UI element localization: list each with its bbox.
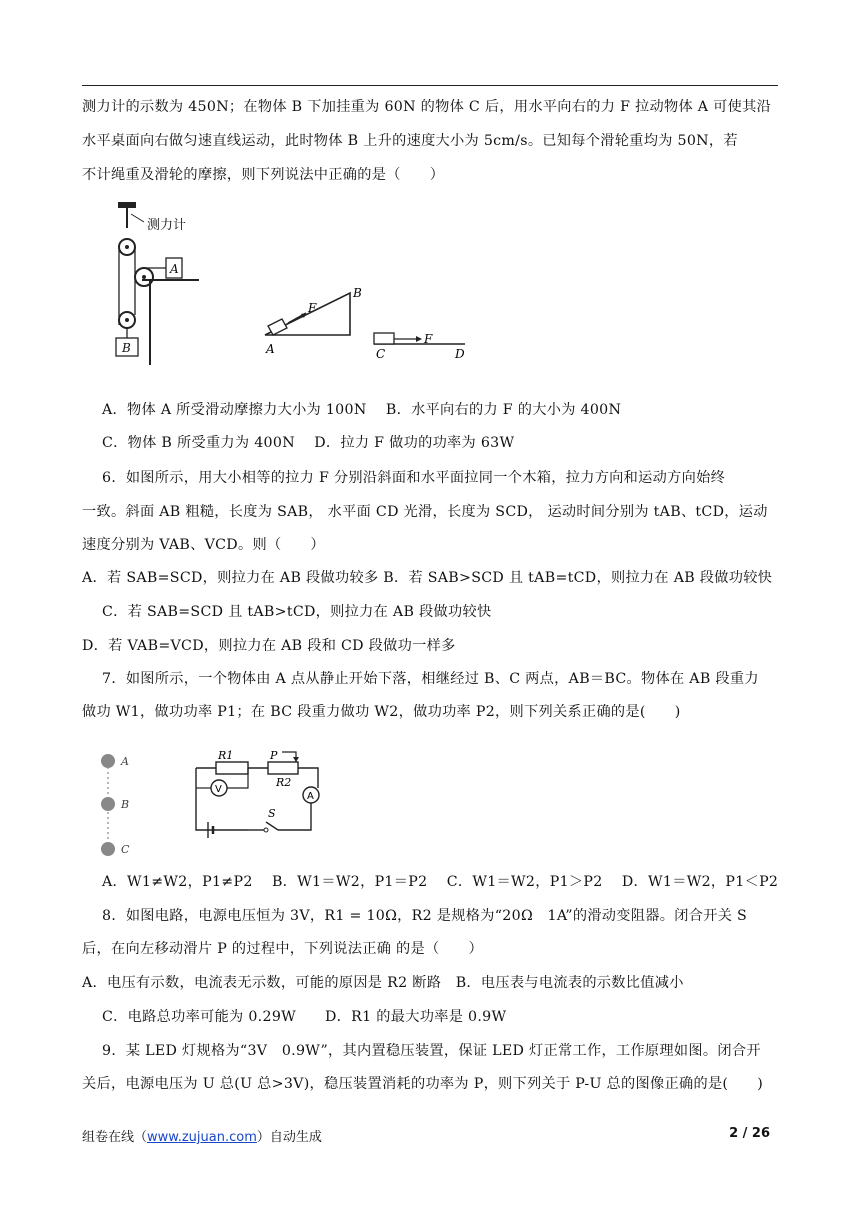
option-line: D．若 VAB=VCD，则拉力在 AB 段和 CD 段做功一样多 — [82, 638, 456, 654]
incline-figure — [260, 285, 475, 360]
question-line: 速度分别为 VAB、VCD。则（ ） — [82, 537, 325, 553]
meter-label: 测力计 — [147, 218, 187, 233]
header-rule — [82, 85, 778, 86]
switch-label: S — [268, 807, 276, 820]
text-line: 不计绳重及滑轮的摩擦，则下列说法中正确的是（ ） — [82, 167, 445, 183]
r1-label: R1 — [218, 749, 234, 762]
option-line: A．若 SAB=SCD，则拉力在 AB 段做功较多 B．若 SAB>SCD 且 tAB=tCD，则拉力在 AB 段做功较快 — [82, 570, 773, 586]
question-line: 8．如图电路，电源电压恒为 3V，R1 = 10Ω，R2 是规格为“20Ω 1A”的滑动变阻器。闭合开关 S — [102, 908, 748, 924]
r2-label: R2 — [276, 776, 292, 789]
p-label: P — [270, 749, 278, 762]
point-label: A — [121, 755, 129, 768]
option-line: C．若 SAB=SCD 且 tAB>tCD，则拉力在 AB 段做功较快 — [102, 604, 492, 620]
circuit-figure — [186, 748, 326, 838]
question-line: 7．如图所示，一个物体由 A 点从静止开始下落，相继经过 B、C 两点，AB＝BC。物体在 AB 段重力 — [102, 671, 759, 687]
force-label: F — [308, 301, 317, 315]
question-line: 做功 W1，做功功率 P1；在 BC 段重力做功 W2，做功功率 P2，则下列关系正确的是( ) — [82, 704, 681, 720]
fall-figure — [96, 750, 136, 860]
page-number: 2 / 26 — [729, 1126, 770, 1141]
force-label: F — [424, 332, 433, 346]
option-line: A．W1≠W2，P1≠P2 B．W1＝W2，P1＝P2 C．W1＝W2，P1＞P2 D．W1＝W2，P1＜P2 — [102, 874, 779, 890]
question-line: 6．如图所示，用大小相等的拉力 F 分别沿斜面和水平面拉同一个木箱，拉力方向和运动方向始终 — [102, 470, 726, 486]
point-label: C — [376, 347, 386, 360]
option-line: C．物体 B 所受重力为 400N D．拉力 F 做功的功率为 63W — [102, 435, 515, 451]
option-line: C．电路总功率可能为 0.29W D．R1 的最大功率是 0.9W — [102, 1009, 507, 1025]
point-label: A — [266, 342, 275, 356]
point-label: B — [121, 798, 130, 811]
text-line: 水平桌面向右做匀速直线运动，此时物体 B 上升的速度大小为 5cm/s。已知每个滑轮重均为 50N，若 — [82, 133, 738, 149]
block-b-label: B — [122, 341, 131, 355]
question-line: 一致。斜面 AB 粗糙，长度为 SAB， 水平面 CD 光滑，长度为 SCD， 运动时间分别为 tAB、tCD，运动 — [82, 504, 768, 520]
option-line: A．物体 A 所受滑动摩擦力大小为 100N B．水平向右的力 F 的大小为 400N — [102, 402, 622, 418]
question-line: 9．某 LED 灯规格为“3V 0.9W”，其内置稳压装置，保证 LED 灯正常工作，工作原理如图。闭合开 — [102, 1043, 761, 1059]
footer-prefix: 组卷在线（ — [82, 1130, 148, 1145]
voltmeter-label: V — [215, 784, 222, 795]
ammeter-label: A — [307, 791, 314, 802]
option-line: A．电压有示数，电流表无示数，可能的原因是 R2 断路 B．电压表与电流表的示数比值减小 — [82, 975, 684, 991]
point-label: C — [121, 843, 130, 856]
footer-suffix: ）自动生成 — [256, 1130, 322, 1145]
footer-link[interactable]: www.zujuan.com — [147, 1130, 257, 1145]
pulley-figure — [104, 200, 234, 370]
point-label: D — [455, 347, 465, 360]
question-line: 关后，电源电压为 U 总(U 总>3V)，稳压装置消耗的功率为 P，则下列关于 P-U 总的图像正确的是( ) — [82, 1076, 764, 1092]
block-a-label: A — [170, 262, 179, 276]
text-line: 测力计的示数为 450N；在物体 B 下加挂重为 60N 的物体 C 后，用水平向右的力 F 拉动物体 A 可使其沿 — [82, 99, 772, 115]
footer-source — [82, 1126, 322, 1145]
point-label: B — [353, 286, 362, 300]
question-line: 后，在向左移动滑片 P 的过程中，下列说法正确 的是（ ） — [82, 941, 483, 957]
